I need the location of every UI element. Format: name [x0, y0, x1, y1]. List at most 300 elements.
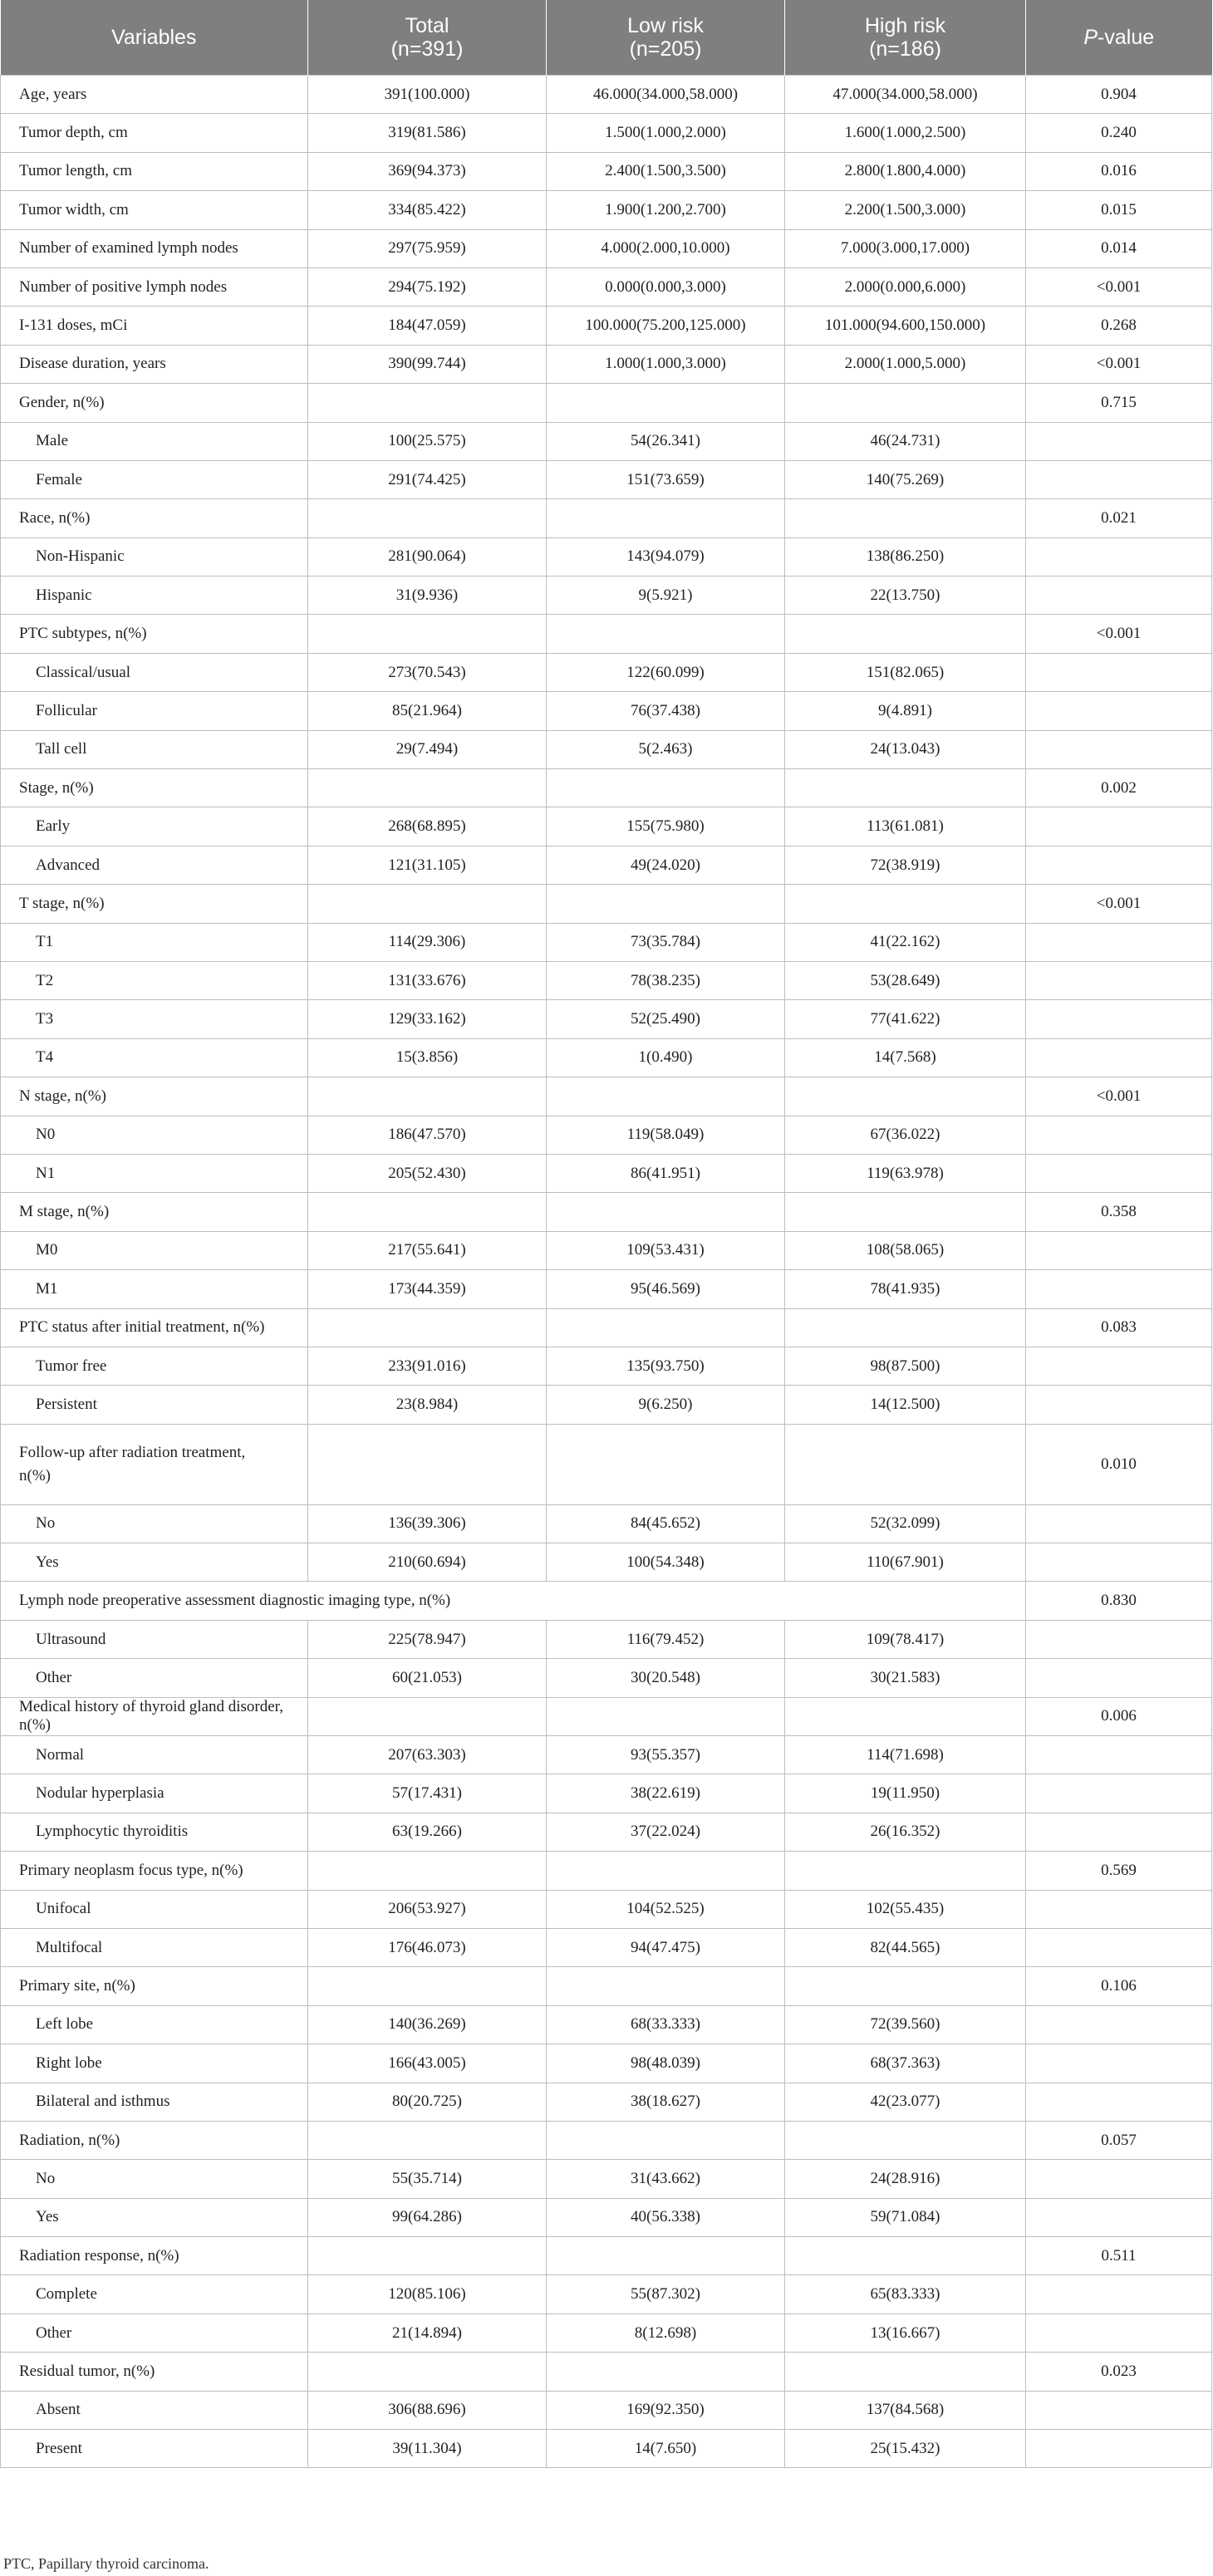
- cell-total: 21(14.894): [308, 2313, 547, 2352]
- row-label: Complete: [1, 2275, 308, 2313]
- cell-p-value: [1026, 1736, 1212, 1774]
- cell-total: [308, 769, 547, 807]
- cell-p-value: [1026, 2313, 1212, 2352]
- cell-p-value: 0.511: [1026, 2237, 1212, 2275]
- cell-low-risk: 5(2.463): [547, 730, 785, 768]
- header-total: Total (n=391): [308, 0, 547, 76]
- row-label: Number of examined lymph nodes: [1, 229, 308, 267]
- cell-total: 63(19.266): [308, 1813, 547, 1851]
- row-label: Multifocal: [1, 1928, 308, 1966]
- cell-low-risk: 109(53.431): [547, 1231, 785, 1269]
- cell-p-value: [1026, 923, 1212, 961]
- cell-high-risk: 108(58.065): [785, 1231, 1026, 1269]
- cell-total: 184(47.059): [308, 307, 547, 345]
- row-label: Ultrasound: [1, 1620, 308, 1658]
- table-row: [1, 2005, 1212, 2044]
- table-row: [1, 1620, 1212, 1658]
- row-label: Follow-up after radiation treatment, n(%): [1, 1424, 308, 1504]
- row-label: Tumor free: [1, 1347, 308, 1385]
- cell-high-risk: [785, 885, 1026, 923]
- cell-high-risk: 26(16.352): [785, 1813, 1026, 1851]
- cell-high-risk: 2.000(0.000,6.000): [785, 267, 1026, 306]
- table-row: [1, 2121, 1212, 2159]
- cell-high-risk: 41(22.162): [785, 923, 1026, 961]
- cell-total: 114(29.306): [308, 923, 547, 961]
- cell-high-risk: 30(21.583): [785, 1659, 1026, 1697]
- cell-high-risk: 24(13.043): [785, 730, 1026, 768]
- cell-p-value: [1026, 2391, 1212, 2429]
- cell-p-value: [1026, 1270, 1212, 1308]
- cell-p-value: [1026, 577, 1212, 615]
- row-label: Normal: [1, 1736, 308, 1774]
- cell-high-risk: 72(38.919): [785, 846, 1026, 884]
- cell-p-value: [1026, 1504, 1212, 1543]
- row-label: Unifocal: [1, 1890, 308, 1928]
- cell-total: 121(31.105): [308, 846, 547, 884]
- cell-p-value: 0.569: [1026, 1852, 1212, 1890]
- cell-high-risk: [785, 769, 1026, 807]
- cell-total: 319(81.586): [308, 114, 547, 152]
- cell-p-value: [1026, 1890, 1212, 1928]
- cell-p-value: 0.016: [1026, 152, 1212, 190]
- cell-high-risk: [785, 1424, 1026, 1504]
- cell-total: 176(46.073): [308, 1928, 547, 1966]
- cell-p-value: [1026, 730, 1212, 768]
- row-label: Left lobe: [1, 2005, 308, 2044]
- cell-low-risk: 155(75.980): [547, 807, 785, 846]
- row-label: N1: [1, 1154, 308, 1192]
- cell-total: [308, 1697, 547, 1735]
- cell-p-value: [1026, 1659, 1212, 1697]
- cell-low-risk: 100(54.348): [547, 1543, 785, 1582]
- cell-low-risk: 55(87.302): [547, 2275, 785, 2313]
- cell-p-value: [1026, 1231, 1212, 1269]
- cell-low-risk: [547, 384, 785, 422]
- table-row: [1, 1038, 1212, 1077]
- cell-p-value: [1026, 807, 1212, 846]
- cell-low-risk: [547, 2237, 785, 2275]
- cell-p-value: 0.057: [1026, 2121, 1212, 2159]
- table-row: [1, 114, 1212, 152]
- table-row: [1, 615, 1212, 653]
- row-label: Other: [1, 2313, 308, 2352]
- cell-p-value: [1026, 1038, 1212, 1077]
- cell-high-risk: [785, 1967, 1026, 2005]
- cell-high-risk: 19(11.950): [785, 1774, 1026, 1813]
- table-row: [1, 2237, 1212, 2275]
- row-label: T stage, n(%): [1, 885, 308, 923]
- row-label: Follicular: [1, 692, 308, 730]
- table-row: [1, 2430, 1212, 2468]
- cell-p-value: [1026, 2198, 1212, 2236]
- cell-p-value: [1026, 2005, 1212, 2044]
- cell-p-value: [1026, 1116, 1212, 1154]
- table-row: [1, 2160, 1212, 2198]
- cell-total: 369(94.373): [308, 152, 547, 190]
- table-row: [1, 846, 1212, 884]
- cell-p-value: 0.014: [1026, 229, 1212, 267]
- cell-low-risk: 100.000(75.200,125.000): [547, 307, 785, 345]
- cell-low-risk: 46.000(34.000,58.000): [547, 76, 785, 114]
- row-label: Bilateral and isthmus: [1, 2083, 308, 2121]
- cell-low-risk: 104(52.525): [547, 1890, 785, 1928]
- cell-p-value: 0.006: [1026, 1697, 1212, 1735]
- row-label: Other: [1, 1659, 308, 1697]
- cell-p-value: 0.083: [1026, 1308, 1212, 1347]
- cell-low-risk: 9(5.921): [547, 577, 785, 615]
- table-row: [1, 1774, 1212, 1813]
- cell-low-risk: 84(45.652): [547, 1504, 785, 1543]
- cell-high-risk: [785, 2353, 1026, 2391]
- table-row: [1, 1736, 1212, 1774]
- cell-low-risk: 8(12.698): [547, 2313, 785, 2352]
- cell-p-value: 0.023: [1026, 2353, 1212, 2391]
- cell-total: 131(33.676): [308, 961, 547, 999]
- cell-p-value: [1026, 1620, 1212, 1658]
- table-footnote: PTC, Papillary thyroid carcinoma.: [3, 2555, 209, 2572]
- table-row: [1, 1813, 1212, 1851]
- cell-high-risk: 46(24.731): [785, 422, 1026, 460]
- cell-low-risk: 151(73.659): [547, 460, 785, 498]
- table-row: [1, 307, 1212, 345]
- cell-low-risk: [547, 1697, 785, 1735]
- row-label: T2: [1, 961, 308, 999]
- table-row: [1, 1543, 1212, 1582]
- cell-low-risk: [547, 1308, 785, 1347]
- cell-low-risk: 9(6.250): [547, 1386, 785, 1424]
- row-label: Lymph node preoperative assessment diagnostic imaging type, n(%): [1, 1582, 1026, 1620]
- cell-p-value: <0.001: [1026, 1077, 1212, 1116]
- cell-total: [308, 1424, 547, 1504]
- cell-p-value: [1026, 1347, 1212, 1385]
- cell-total: 225(78.947): [308, 1620, 547, 1658]
- cell-total: 273(70.543): [308, 653, 547, 691]
- cell-total: 85(21.964): [308, 692, 547, 730]
- cell-low-risk: 68(33.333): [547, 2005, 785, 2044]
- cell-total: 15(3.856): [308, 1038, 547, 1077]
- cell-total: 173(44.359): [308, 1270, 547, 1308]
- row-label: Persistent: [1, 1386, 308, 1424]
- cell-p-value: <0.001: [1026, 615, 1212, 653]
- row-label: Nodular hyperplasia: [1, 1774, 308, 1813]
- table-row: [1, 692, 1212, 730]
- row-label: Yes: [1, 1543, 308, 1582]
- cell-high-risk: 14(7.568): [785, 1038, 1026, 1077]
- cell-p-value: <0.001: [1026, 345, 1212, 383]
- cell-low-risk: 30(20.548): [547, 1659, 785, 1697]
- cell-total: [308, 1308, 547, 1347]
- row-label: T4: [1, 1038, 308, 1077]
- row-label: No: [1, 2160, 308, 2198]
- row-label: I-131 doses, mCi: [1, 307, 308, 345]
- table-row: [1, 499, 1212, 537]
- table-row: [1, 267, 1212, 306]
- cell-low-risk: 169(92.350): [547, 2391, 785, 2429]
- table-row: [1, 76, 1212, 114]
- cell-high-risk: 109(78.417): [785, 1620, 1026, 1658]
- cell-high-risk: 151(82.065): [785, 653, 1026, 691]
- table-header-row: [1, 0, 1212, 76]
- cell-total: [308, 1967, 547, 2005]
- cell-low-risk: 54(26.341): [547, 422, 785, 460]
- cell-high-risk: [785, 1193, 1026, 1231]
- cell-high-risk: 2.000(1.000,5.000): [785, 345, 1026, 383]
- table-row: [1, 1308, 1212, 1347]
- table-row: [1, 1116, 1212, 1154]
- cell-p-value: [1026, 1928, 1212, 1966]
- cell-high-risk: 102(55.435): [785, 1890, 1026, 1928]
- cell-low-risk: 14(7.650): [547, 2430, 785, 2468]
- table-row: [1, 2083, 1212, 2121]
- row-label: Disease duration, years: [1, 345, 308, 383]
- table-row: [1, 229, 1212, 267]
- cell-total: 306(88.696): [308, 2391, 547, 2429]
- table-row: [1, 2275, 1212, 2313]
- row-label: N stage, n(%): [1, 1077, 308, 1116]
- cell-p-value: [1026, 1543, 1212, 1582]
- cell-high-risk: 65(83.333): [785, 2275, 1026, 2313]
- cell-p-value: 0.358: [1026, 1193, 1212, 1231]
- cell-low-risk: 0.000(0.000,3.000): [547, 267, 785, 306]
- header-high-risk: High risk (n=186): [785, 0, 1026, 76]
- cell-low-risk: 1.500(1.000,2.000): [547, 114, 785, 152]
- cell-low-risk: 94(47.475): [547, 1928, 785, 1966]
- header-low-risk: Low risk (n=205): [547, 0, 785, 76]
- cell-total: 391(100.000): [308, 76, 547, 114]
- table-row: [1, 1424, 1212, 1504]
- table-row: [1, 1193, 1212, 1231]
- cell-total: 206(53.927): [308, 1890, 547, 1928]
- row-label: Number of positive lymph nodes: [1, 267, 308, 306]
- cell-p-value: [1026, 1154, 1212, 1192]
- table-row: [1, 1890, 1212, 1928]
- cell-high-risk: 67(36.022): [785, 1116, 1026, 1154]
- cell-high-risk: 22(13.750): [785, 577, 1026, 615]
- table-row: [1, 384, 1212, 422]
- row-label: Hispanic: [1, 577, 308, 615]
- cell-high-risk: [785, 1308, 1026, 1347]
- cell-p-value: [1026, 1813, 1212, 1851]
- cell-p-value: <0.001: [1026, 885, 1212, 923]
- table-row: [1, 769, 1212, 807]
- row-label: Present: [1, 2430, 308, 2468]
- cell-total: 166(43.005): [308, 2044, 547, 2083]
- table-row: [1, 961, 1212, 999]
- cell-high-risk: 24(28.916): [785, 2160, 1026, 2198]
- row-label: T1: [1, 923, 308, 961]
- cell-total: 100(25.575): [308, 422, 547, 460]
- cell-total: 120(85.106): [308, 2275, 547, 2313]
- cell-total: 217(55.641): [308, 1231, 547, 1269]
- cell-total: 99(64.286): [308, 2198, 547, 2236]
- cell-low-risk: 78(38.235): [547, 961, 785, 999]
- row-label: Primary neoplasm focus type, n(%): [1, 1852, 308, 1890]
- row-label: Classical/usual: [1, 653, 308, 691]
- row-label: Advanced: [1, 846, 308, 884]
- cell-high-risk: 7.000(3.000,17.000): [785, 229, 1026, 267]
- cell-low-risk: [547, 2121, 785, 2159]
- cell-p-value: [1026, 1000, 1212, 1038]
- row-label: Radiation response, n(%): [1, 2237, 308, 2275]
- cell-total: [308, 2237, 547, 2275]
- table-row: [1, 1582, 1212, 1620]
- cell-total: 129(33.162): [308, 1000, 547, 1038]
- row-label: Stage, n(%): [1, 769, 308, 807]
- cell-low-risk: [547, 769, 785, 807]
- table-row: [1, 1231, 1212, 1269]
- cell-total: 390(99.744): [308, 345, 547, 383]
- row-label: Tumor width, cm: [1, 191, 308, 229]
- table-row: [1, 1000, 1212, 1038]
- cell-low-risk: 76(37.438): [547, 692, 785, 730]
- table-row: [1, 1852, 1212, 1890]
- cell-high-risk: 140(75.269): [785, 460, 1026, 498]
- table-row: [1, 730, 1212, 768]
- cell-low-risk: 52(25.490): [547, 1000, 785, 1038]
- cell-p-value: [1026, 961, 1212, 999]
- cell-high-risk: 2.200(1.500,3.000): [785, 191, 1026, 229]
- cell-p-value: [1026, 2160, 1212, 2198]
- cell-total: 29(7.494): [308, 730, 547, 768]
- cell-total: 57(17.431): [308, 1774, 547, 1813]
- table-row: [1, 1154, 1212, 1192]
- cell-high-risk: 72(39.560): [785, 2005, 1026, 2044]
- cell-total: 31(9.936): [308, 577, 547, 615]
- table-row: [1, 1504, 1212, 1543]
- cell-high-risk: 114(71.698): [785, 1736, 1026, 1774]
- row-label: Early: [1, 807, 308, 846]
- cell-high-risk: [785, 2121, 1026, 2159]
- cell-p-value: 0.106: [1026, 1967, 1212, 2005]
- cell-p-value: [1026, 1774, 1212, 1813]
- cell-p-value: [1026, 653, 1212, 691]
- header-p-value: P-value: [1026, 0, 1212, 76]
- cell-high-risk: 25(15.432): [785, 2430, 1026, 2468]
- table-row: [1, 2198, 1212, 2236]
- cell-high-risk: 59(71.084): [785, 2198, 1026, 2236]
- cell-total: 205(52.430): [308, 1154, 547, 1192]
- row-label: No: [1, 1504, 308, 1543]
- cell-high-risk: 138(86.250): [785, 537, 1026, 576]
- row-label: Yes: [1, 2198, 308, 2236]
- cell-total: [308, 2353, 547, 2391]
- table-row: [1, 191, 1212, 229]
- cell-high-risk: 9(4.891): [785, 692, 1026, 730]
- cell-low-risk: [547, 1077, 785, 1116]
- cell-total: [308, 384, 547, 422]
- cell-p-value: [1026, 537, 1212, 576]
- cell-low-risk: 119(58.049): [547, 1116, 785, 1154]
- cell-low-risk: 95(46.569): [547, 1270, 785, 1308]
- cell-high-risk: 68(37.363): [785, 2044, 1026, 2083]
- row-label: PTC status after initial treatment, n(%): [1, 1308, 308, 1347]
- cell-total: [308, 615, 547, 653]
- cell-p-value: [1026, 1386, 1212, 1424]
- table-row: [1, 422, 1212, 460]
- cell-high-risk: [785, 384, 1026, 422]
- cell-total: 60(21.053): [308, 1659, 547, 1697]
- cell-p-value: [1026, 2430, 1212, 2468]
- cell-total: [308, 885, 547, 923]
- row-label: Tumor length, cm: [1, 152, 308, 190]
- row-label: PTC subtypes, n(%): [1, 615, 308, 653]
- table-row: [1, 345, 1212, 383]
- cell-low-risk: [547, 1193, 785, 1231]
- cell-p-value: [1026, 422, 1212, 460]
- table-row: [1, 1697, 1212, 1735]
- table-row: [1, 653, 1212, 691]
- row-label: Gender, n(%): [1, 384, 308, 422]
- table-row: [1, 577, 1212, 615]
- cell-p-value: 0.015: [1026, 191, 1212, 229]
- cell-total: 207(63.303): [308, 1736, 547, 1774]
- cell-p-value: 0.240: [1026, 114, 1212, 152]
- cell-high-risk: [785, 615, 1026, 653]
- cell-p-value: <0.001: [1026, 267, 1212, 306]
- cell-total: [308, 1077, 547, 1116]
- row-label: Radiation, n(%): [1, 2121, 308, 2159]
- cell-p-value: [1026, 692, 1212, 730]
- cell-p-value: [1026, 460, 1212, 498]
- row-label: Tumor depth, cm: [1, 114, 308, 152]
- cell-low-risk: 86(41.951): [547, 1154, 785, 1192]
- cell-low-risk: [547, 2353, 785, 2391]
- cell-low-risk: 1(0.490): [547, 1038, 785, 1077]
- row-label: Race, n(%): [1, 499, 308, 537]
- table-row: [1, 2044, 1212, 2083]
- cell-low-risk: [547, 1852, 785, 1890]
- cell-low-risk: 122(60.099): [547, 653, 785, 691]
- cell-total: 186(47.570): [308, 1116, 547, 1154]
- cell-low-risk: [547, 615, 785, 653]
- cell-total: 334(85.422): [308, 191, 547, 229]
- row-label: Non-Hispanic: [1, 537, 308, 576]
- row-label: Male: [1, 422, 308, 460]
- cell-low-risk: 4.000(2.000,10.000): [547, 229, 785, 267]
- table-row: [1, 1077, 1212, 1116]
- cell-high-risk: 98(87.500): [785, 1347, 1026, 1385]
- table-row: [1, 2313, 1212, 2352]
- table-row: [1, 152, 1212, 190]
- cell-p-value: 0.002: [1026, 769, 1212, 807]
- row-label: Right lobe: [1, 2044, 308, 2083]
- cell-p-value: 0.904: [1026, 76, 1212, 114]
- cell-total: 39(11.304): [308, 2430, 547, 2468]
- row-label: Medical history of thyroid gland disorder, n(%): [1, 1697, 308, 1735]
- cell-low-risk: 135(93.750): [547, 1347, 785, 1385]
- cell-total: [308, 1852, 547, 1890]
- cell-low-risk: 1.000(1.000,3.000): [547, 345, 785, 383]
- cell-p-value: [1026, 2044, 1212, 2083]
- cell-total: 23(8.984): [308, 1386, 547, 1424]
- table-row: [1, 1928, 1212, 1966]
- cell-high-risk: 77(41.622): [785, 1000, 1026, 1038]
- cell-low-risk: 98(48.039): [547, 2044, 785, 2083]
- row-label: Lymphocytic thyroiditis: [1, 1813, 308, 1851]
- table-row: [1, 1659, 1212, 1697]
- cell-high-risk: 1.600(1.000,2.500): [785, 114, 1026, 152]
- table-row: [1, 885, 1212, 923]
- cell-low-risk: [547, 885, 785, 923]
- row-label: M1: [1, 1270, 308, 1308]
- cell-high-risk: 137(84.568): [785, 2391, 1026, 2429]
- cell-total: 268(68.895): [308, 807, 547, 846]
- table-row: [1, 1967, 1212, 2005]
- cell-high-risk: [785, 2237, 1026, 2275]
- cell-low-risk: [547, 499, 785, 537]
- cell-total: 297(75.959): [308, 229, 547, 267]
- table-row: [1, 2353, 1212, 2391]
